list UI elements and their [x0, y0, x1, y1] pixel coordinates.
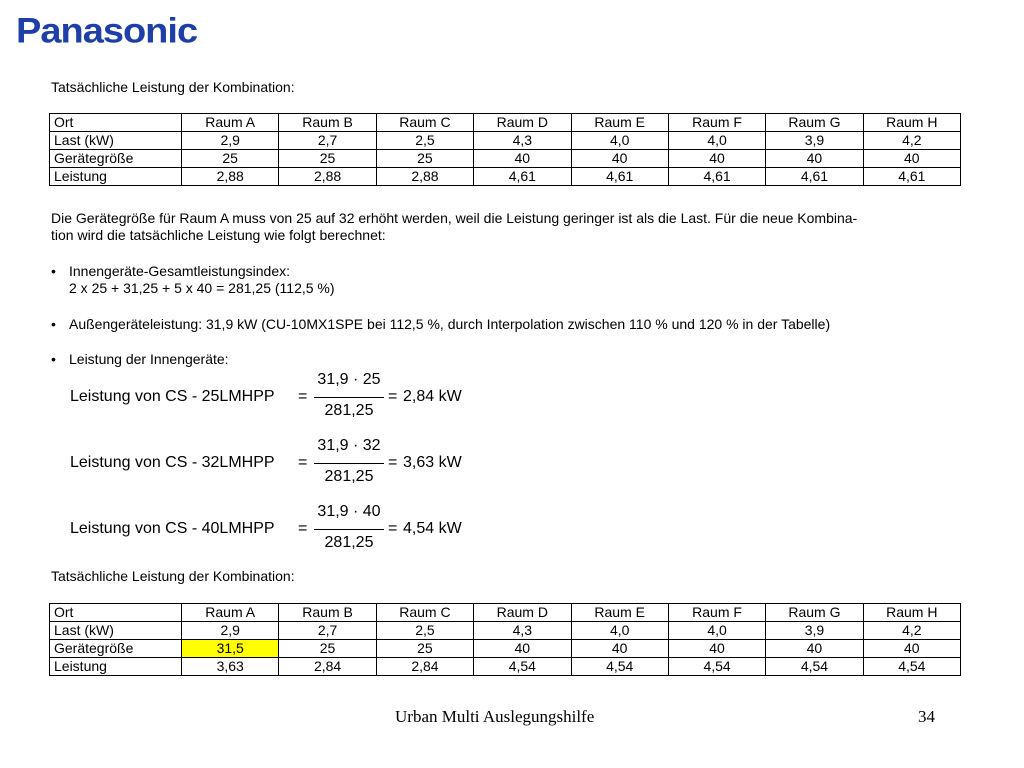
table-cell: 2,84 — [279, 658, 376, 676]
table-header-cell: Raum A — [182, 604, 279, 622]
table-cell: 40 — [571, 150, 668, 168]
table-cell: 4,61 — [766, 168, 863, 186]
table-row — [50, 168, 961, 186]
formula-result: 3,63 kW — [403, 454, 462, 471]
formula-lhs: Leistung von CS - 32LMHPP — [70, 454, 275, 471]
formula-equals: = — [388, 388, 398, 405]
table-header-cell: Raum E — [571, 604, 668, 622]
formula-numerator: 31,9 · 25 — [317, 371, 381, 388]
formula-cs-32 — [70, 437, 490, 490]
table-cell: 2,5 — [376, 132, 473, 150]
formula-numerator: 31,9 · 40 — [317, 503, 381, 520]
formula-cs-40 — [70, 503, 490, 556]
table-cell: 40 — [668, 150, 765, 168]
table-cell: 40 — [474, 150, 571, 168]
table-cell: 2,7 — [279, 132, 376, 150]
bullet-marker: • — [51, 263, 56, 279]
table-cell: Gerätegröße — [50, 150, 182, 168]
panasonic-logo: Panasonic — [16, 12, 198, 51]
table-header-cell: Raum B — [279, 604, 376, 622]
table-cell: 40 — [863, 150, 960, 168]
table-cell: 25 — [279, 640, 376, 658]
bullet-text: Leistung der Innengeräte: — [69, 351, 229, 367]
table-cell: 25 — [182, 150, 279, 168]
table-cell: 2,88 — [376, 168, 473, 186]
table-cell: 4,3 — [474, 622, 571, 640]
table-cell: Gerätegröße — [50, 640, 182, 658]
paragraph-line-2: tion wird die tatsächliche Leistung wie folgt berechnet: — [51, 227, 386, 243]
table-header-cell: Raum G — [766, 604, 863, 622]
table-row — [50, 132, 961, 150]
table-cell: 4,54 — [668, 658, 765, 676]
table-cell: 40 — [766, 150, 863, 168]
formula-denominator: 281,25 — [324, 402, 374, 419]
table-cell: 2,9 — [182, 622, 279, 640]
formula-denominator: 281,25 — [324, 468, 374, 485]
highlighted-cell: 31,5 — [182, 640, 279, 658]
table-header-cell: Raum C — [376, 114, 473, 132]
paragraph-line-1: Die Gerätegröße für Raum A muss von 25 auf 32 erhöht werden, weil die Leistung geringer ist als die Last. Für die neue Kombina- — [51, 210, 858, 226]
table-cell: 2,7 — [279, 622, 376, 640]
table-header-cell: Raum H — [863, 604, 960, 622]
table-header-cell: Raum D — [474, 604, 571, 622]
bullet-marker: • — [51, 351, 56, 367]
formula-equals: = — [388, 454, 398, 471]
table-1 — [49, 113, 961, 186]
table-cell: 4,61 — [571, 168, 668, 186]
table-cell: 4,61 — [863, 168, 960, 186]
formula-numerator: 31,9 · 32 — [317, 437, 381, 454]
formula-denominator: 281,25 — [324, 534, 374, 551]
footer-title: Urban Multi Auslegungshilfe — [395, 707, 595, 726]
table-cell: 4,61 — [474, 168, 571, 186]
bullet-marker: • — [51, 316, 56, 332]
table-header-cell: Raum B — [279, 114, 376, 132]
table-cell: 4,2 — [863, 622, 960, 640]
bullet-text: Außengeräteleistung: 31,9 kW (CU-10MX1SPE bei 112,5 %, durch Interpolation zwischen 110 % und 120 % in der Tabelle) — [69, 316, 831, 332]
table-header-cell: Raum F — [668, 604, 765, 622]
table-cell: 2,9 — [182, 132, 279, 150]
table-header-cell: Raum D — [474, 114, 571, 132]
table-header-row — [50, 604, 961, 622]
table-cell: 3,9 — [766, 132, 863, 150]
table-cell: 2,88 — [182, 168, 279, 186]
table-header-cell: Raum H — [863, 114, 960, 132]
table-cell: 4,3 — [474, 132, 571, 150]
table-cell: 40 — [668, 640, 765, 658]
table-header-cell: Ort — [50, 604, 182, 622]
formula-lhs: Leistung von CS - 25LMHPP — [70, 388, 275, 405]
table-cell: 3,63 — [182, 658, 279, 676]
formula-equals: = — [298, 388, 308, 405]
table-cell: 4,54 — [766, 658, 863, 676]
table-cell: Leistung — [50, 168, 182, 186]
formula-equals: = — [298, 454, 308, 471]
table-row — [50, 150, 961, 168]
fraction-bar — [314, 529, 384, 530]
table-cell: 4,61 — [668, 168, 765, 186]
table-cell: 2,84 — [376, 658, 473, 676]
table-2 — [49, 603, 961, 676]
table-cell: Last (kW) — [50, 132, 182, 150]
table-cell: 4,0 — [571, 132, 668, 150]
table-cell: 25 — [376, 150, 473, 168]
table-cell: Leistung — [50, 658, 182, 676]
table-cell: 4,0 — [668, 622, 765, 640]
table-cell: 40 — [863, 640, 960, 658]
table-cell: 2,88 — [279, 168, 376, 186]
table-cell: 4,0 — [668, 132, 765, 150]
table-cell: 40 — [571, 640, 668, 658]
table-header-cell: Raum G — [766, 114, 863, 132]
table-header-cell: Ort — [50, 114, 182, 132]
table-cell: 40 — [474, 640, 571, 658]
page-number: 34 — [918, 707, 935, 726]
table-cell: 4,54 — [474, 658, 571, 676]
bullet-text: Innengeräte-Gesamtleistungsindex: — [69, 263, 291, 279]
table-cell: 4,54 — [863, 658, 960, 676]
formula-result: 2,84 kW — [403, 388, 462, 405]
table-cell: 2,5 — [376, 622, 473, 640]
table-cell: Last (kW) — [50, 622, 182, 640]
table-header-cell: Raum C — [376, 604, 473, 622]
table-row — [50, 640, 961, 658]
table-cell: 4,2 — [863, 132, 960, 150]
fraction-bar — [314, 463, 384, 464]
table-cell: 40 — [766, 640, 863, 658]
fraction-bar — [314, 397, 384, 398]
formula-result: 4,54 kW — [403, 520, 462, 537]
formula-lhs: Leistung von CS - 40LMHPP — [70, 520, 275, 537]
table-header-cell: Raum F — [668, 114, 765, 132]
section2-title: Tatsächliche Leistung der Kombination: — [51, 568, 295, 584]
table-header-cell: Raum A — [182, 114, 279, 132]
formula-cs-25 — [70, 371, 490, 424]
table-cell: 3,9 — [766, 622, 863, 640]
bullet-subtext: 2 x 25 + 31,25 + 5 x 40 = 281,25 (112,5 %) — [69, 280, 335, 296]
table-row — [50, 622, 961, 640]
table-cell: 4,0 — [571, 622, 668, 640]
section1-title: Tatsächliche Leistung der Kombination: — [51, 79, 295, 95]
table-cell: 4,54 — [571, 658, 668, 676]
formula-equals: = — [298, 520, 308, 537]
formula-equals: = — [388, 520, 398, 537]
table-row — [50, 658, 961, 676]
table-header-row — [50, 114, 961, 132]
table-header-cell: Raum E — [571, 114, 668, 132]
table-cell: 25 — [279, 150, 376, 168]
table-cell: 25 — [376, 640, 473, 658]
